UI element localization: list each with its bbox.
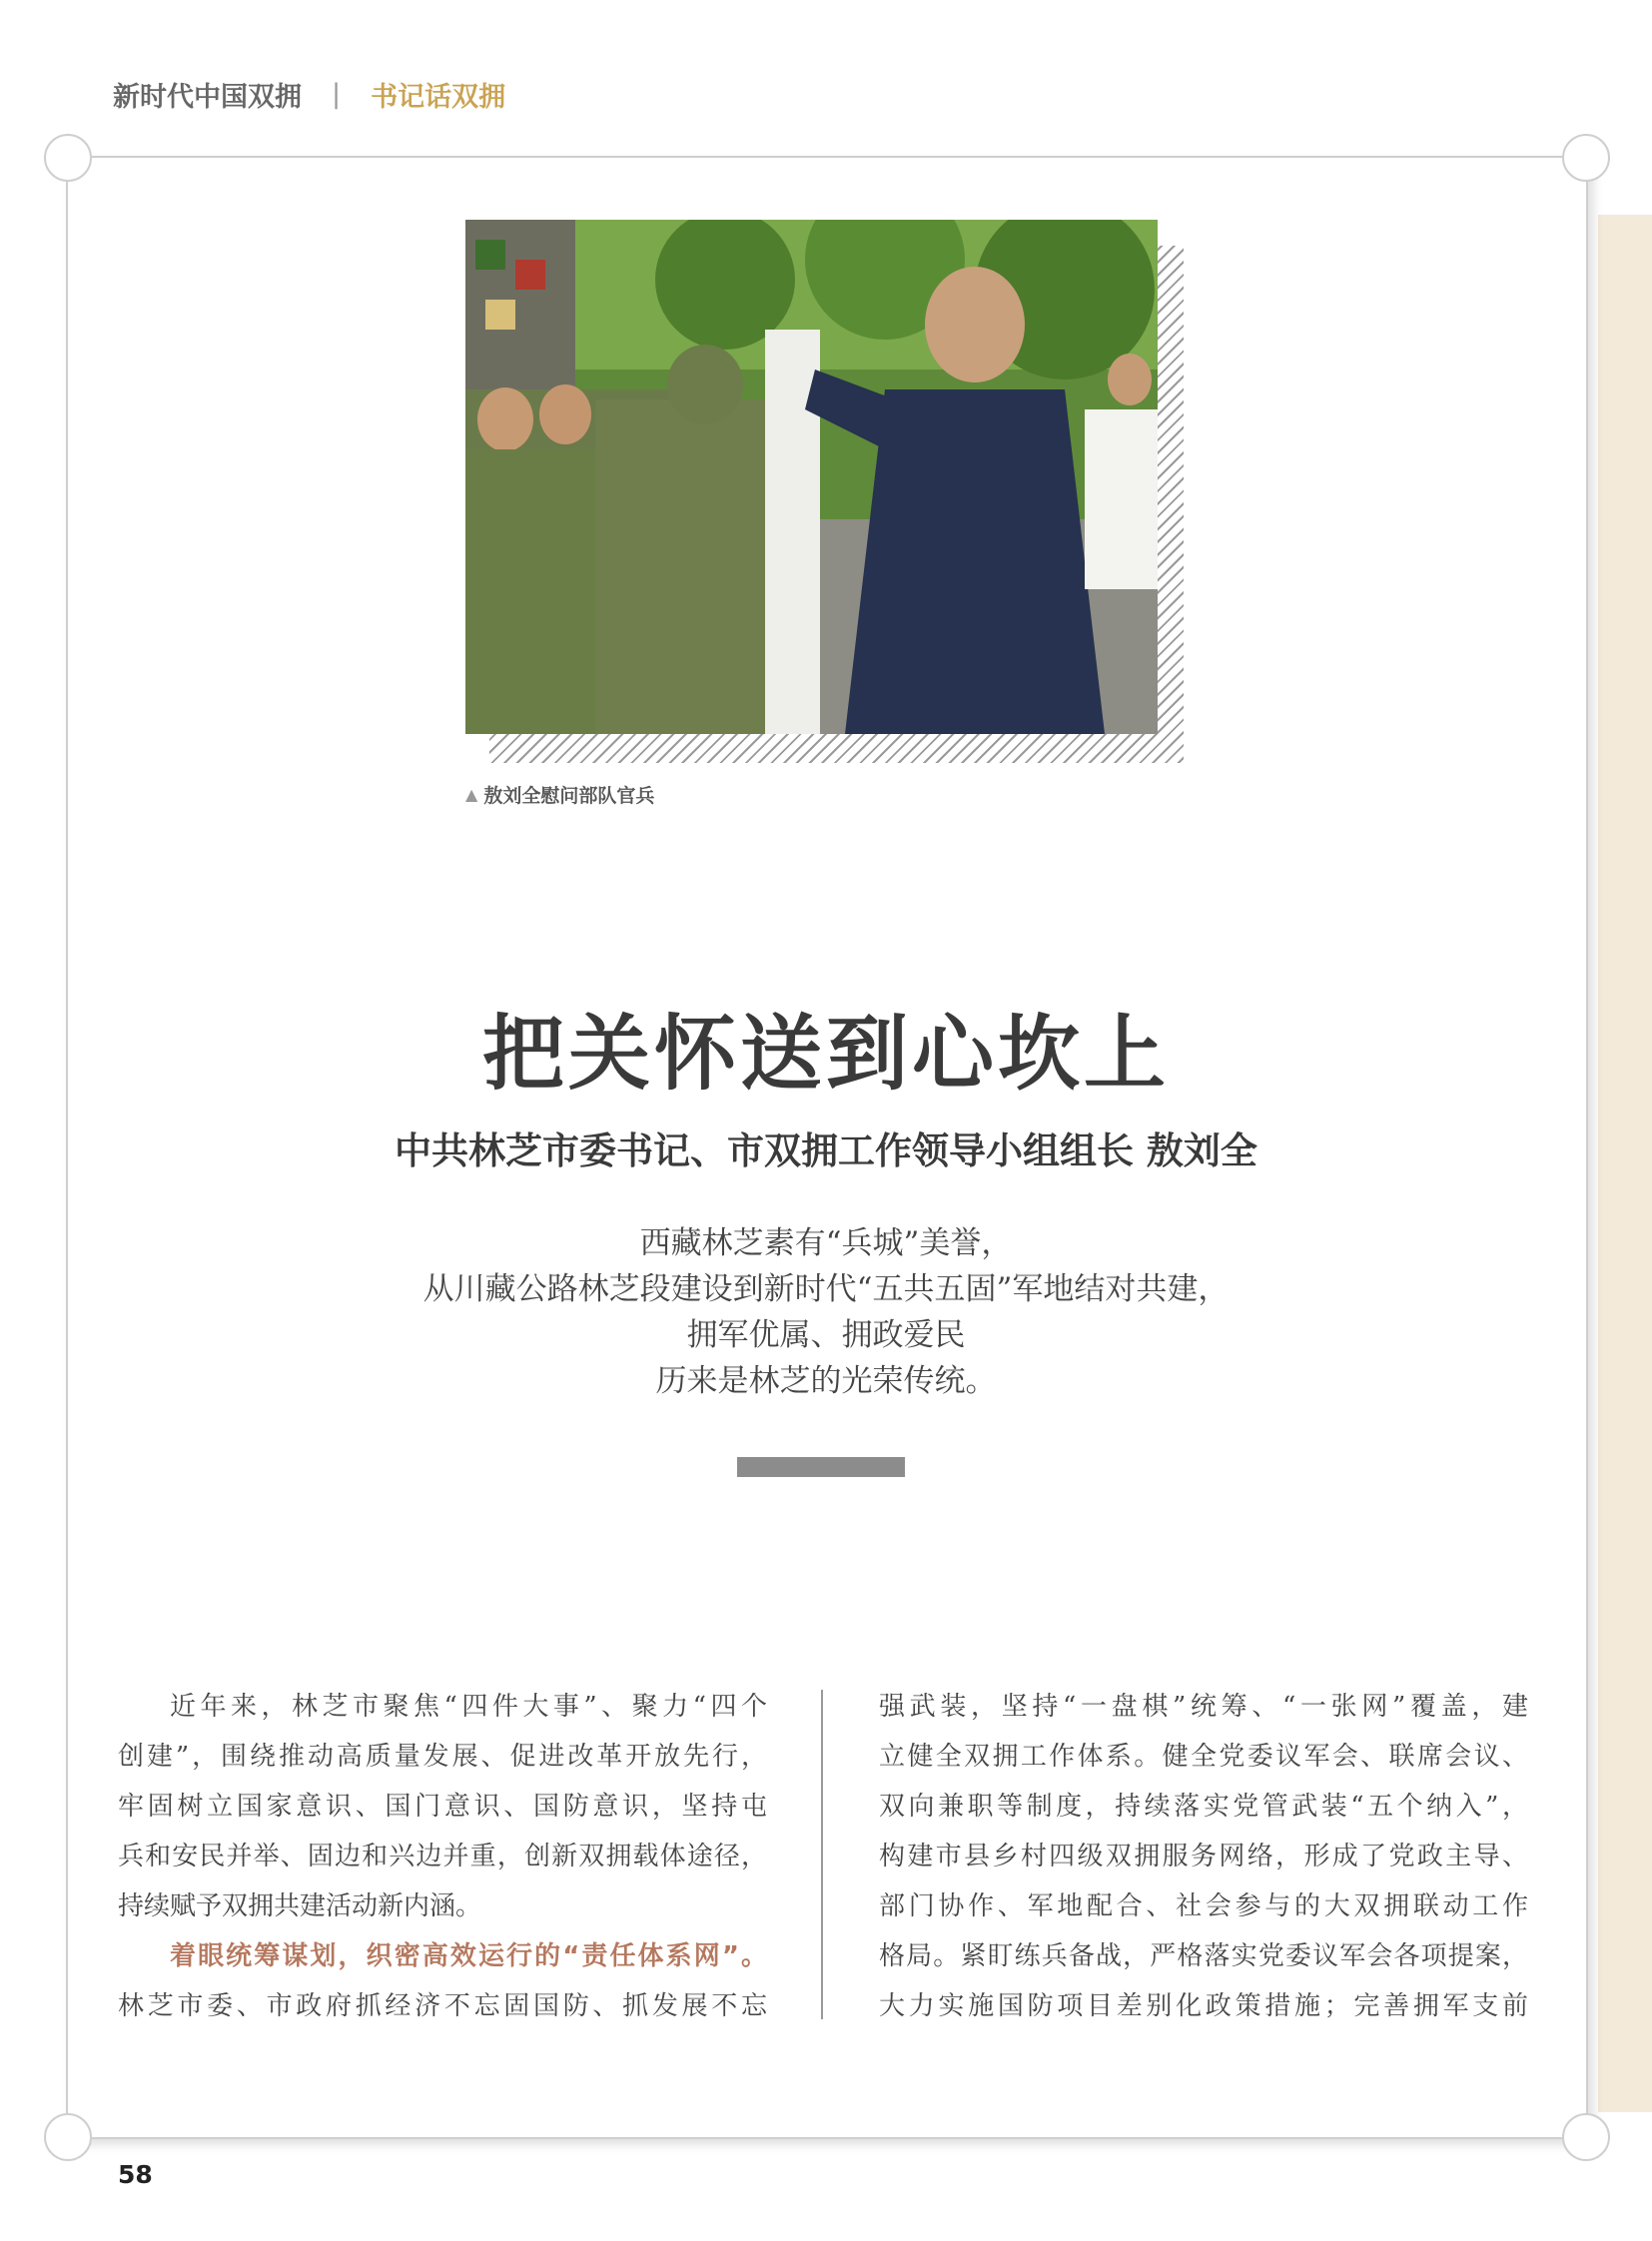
- intro-line: 从川藏公路林芝段建设到新时代“五共五固”军地结对共建，: [422, 1271, 1230, 1307]
- body-column-left: [118, 1682, 767, 2031]
- body-line: 持续赋予双拥共建活动新内涵。: [118, 1891, 482, 1921]
- section-name: 新时代中国双拥: [113, 81, 302, 113]
- corner-notch: [44, 134, 92, 182]
- photo-illustration: [465, 220, 1158, 734]
- caption-triangle-icon: ▲: [465, 785, 478, 804]
- intro-line: 拥军优属、拥政爱民: [686, 1317, 966, 1353]
- page-number: 58: [118, 2160, 153, 2189]
- intro-line: 历来是林芝的光荣传统。: [655, 1363, 997, 1399]
- decorative-bar: [737, 1457, 905, 1477]
- body-line: 格局。紧盯练兵备战，严格落实党委议军会各项提案，: [879, 1941, 1528, 1971]
- body-line: 兵和安民并举、固边和兴边并重，创新双拥载体途径，: [118, 1842, 767, 1871]
- body-line: 构建市县乡村四级双拥服务网络，形成了党政主导、: [879, 1842, 1528, 1871]
- corner-notch: [1562, 2113, 1610, 2161]
- body-line: 强武装，坚持“一盘棋”统筹、“一张网”覆盖，建: [879, 1692, 1528, 1722]
- article-byline: 中共林芝市委书记、市双拥工作领导小组组长 敖刘全: [395, 1129, 1257, 1172]
- intro-line: 西藏林芝素有“兵城”美誉，: [639, 1225, 1013, 1261]
- body-column-right: [879, 1682, 1528, 2031]
- highlight-heading: 着眼统筹谋划，织密高效运行的“责任体系网”。: [170, 1941, 767, 1971]
- body-line: 部门协作、军地配合、社会参与的大双拥联动工作: [879, 1891, 1528, 1921]
- article-title: 把关怀送到心坎上: [481, 1006, 1170, 1102]
- header-separator: |: [332, 78, 342, 110]
- running-header: [113, 74, 505, 114]
- body-line: 双向兼职等制度，持续落实党管武装“五个纳入”，: [879, 1792, 1528, 1822]
- corner-notch: [1562, 134, 1610, 182]
- column-name: 书记话双拥: [371, 81, 506, 113]
- column-divider: [821, 1690, 823, 2019]
- caption-text: 敖刘全慰问部队官兵: [483, 785, 655, 807]
- article-intro: [0, 1220, 1652, 1404]
- body-line: 大力实施国防项目差别化政策措施；完善拥军支前: [879, 1991, 1528, 2021]
- photo-caption: [465, 781, 654, 808]
- body-line: 立健全双拥工作体系。健全党委议军会、联席会议、: [879, 1742, 1528, 1772]
- body-line: 牢固树立国家意识、国门意识、国防意识，坚持屯: [118, 1792, 767, 1822]
- body-line: 创建”，围绕推动高质量发展、促进改革开放先行，: [118, 1742, 767, 1772]
- article-photo: [465, 220, 1158, 734]
- corner-notch: [44, 2113, 92, 2161]
- body-line: 林芝市委、市政府抓经济不忘固国防、抓发展不忘: [118, 1991, 767, 2021]
- body-line: 近年来，林芝市聚焦“四件大事”、聚力“四个: [170, 1692, 767, 1722]
